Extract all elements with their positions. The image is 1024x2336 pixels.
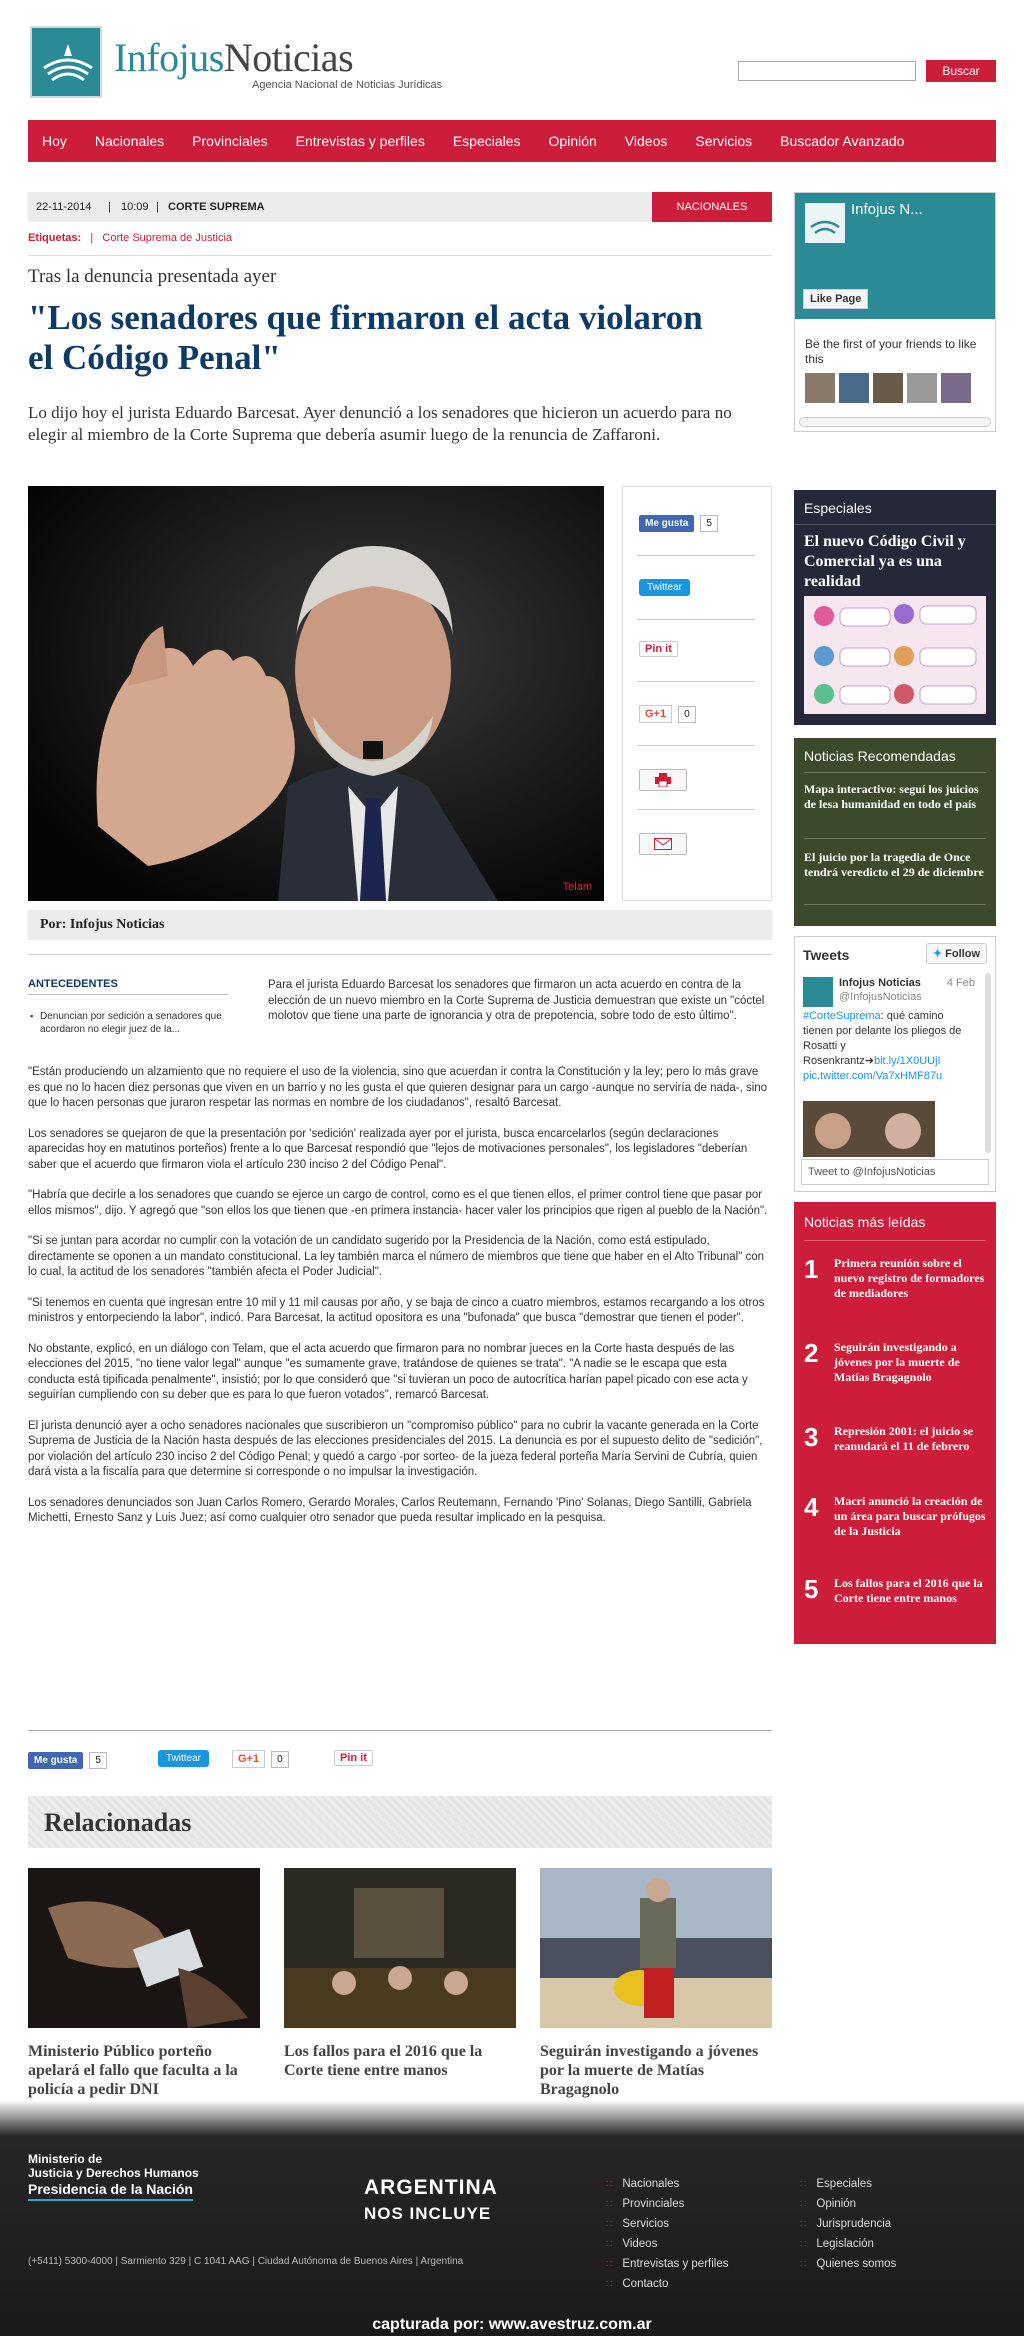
pinterest-button[interactable]: Pin it (334, 1750, 373, 1766)
article-photo (28, 486, 604, 901)
incluye-logo: NOS INCLUYE (364, 2204, 492, 2223)
related-image[interactable] (28, 1868, 260, 2028)
facebook-like-page-button[interactable]: Like Page (803, 289, 868, 309)
main-nav (28, 120, 996, 162)
nav-item-buscador[interactable]: Buscador Avanzado (780, 133, 905, 149)
tag-link[interactable]: Corte Suprema de Justicia (102, 232, 233, 244)
tweet-handle[interactable]: @InfojusNoticias (839, 991, 922, 1003)
article-meta-bar (28, 192, 772, 222)
article-intro-paragraph: Para el jurista Eduardo Barcesat los senadores que firmaron un acta acuerdo en contra de la elección de un nuevo miembro en la Corte Suprema de Justicia demuestran que existe un "cóctel molotov que tiene una parte de ignorancia y otra de prepotencia, sobre todo de esto último". (268, 979, 765, 1022)
ministry-line: Justicia y Derechos Humanos (28, 2166, 199, 2180)
article-date: 22-11-2014 (36, 201, 92, 213)
footer-link-label: Servicios (622, 2218, 670, 2230)
gplus-button[interactable]: G+1 (639, 705, 672, 723)
tweet-author[interactable]: Infojus Noticias (839, 977, 921, 989)
article-paragraph: "Habría que decirle a los senadores que cuando se ejerce un cargo de control, como es el que tienen ellos, el primer control tiene que pasar por ellos mismos", dijo. Y agregó que "son ellos los que tienen que -en primera instancia- hacer valer los principios que rigen al pueblo de la Nación". (28, 1189, 768, 1217)
bullet-icon: ∷ (606, 2279, 613, 2290)
nav-item-especiales[interactable]: Especiales (452, 133, 521, 149)
facebook-like[interactable] (639, 513, 718, 533)
bullet-icon: ∷ (800, 2259, 807, 2270)
footer-link-label: Jurisprudencia (816, 2218, 892, 2230)
bullet-icon: ∷ (800, 2179, 807, 2190)
footer-link-label: Legislación (816, 2238, 874, 2250)
twitter-bird-icon: ✦ (932, 948, 946, 960)
related-caption[interactable]: Ministerio Público porteño apelará el fallo que faculta a la policía a pedir DNI (28, 2043, 238, 2098)
follow-label: Follow (945, 948, 980, 960)
presidencia-logo[interactable]: Presidencia de la Nación (28, 2181, 193, 2201)
friend-avatar[interactable] (873, 373, 903, 403)
recomendada-item[interactable]: Mapa interactivo: seguí los juicios de lesa humanidad en todo el país (804, 782, 979, 811)
tags-label: Etiquetas: (28, 232, 82, 244)
site-title[interactable] (114, 34, 353, 81)
footer-link[interactable] (606, 2238, 657, 2250)
divider (794, 524, 996, 525)
footer-link[interactable] (800, 2238, 874, 2250)
search-button[interactable]: Buscar (926, 60, 996, 82)
especiales-illustration (804, 596, 986, 714)
article-byline: Por: Infojus Noticias (28, 910, 772, 940)
article-headline: "Los senadores que firmaron el acta violaron el Código Penal" (28, 298, 703, 377)
facebook-cover[interactable] (795, 193, 995, 319)
footer-fade (0, 2100, 1024, 2136)
page-logo-icon (805, 203, 845, 243)
section-badge[interactable]: NACIONALES (652, 192, 772, 222)
tweet-link[interactable]: bit.ly/1X0UUjI (873, 1055, 941, 1067)
facebook-page-name[interactable]: Infojus N... (851, 201, 923, 218)
site-tagline: Agencia Nacional de Noticias Jurídicas (252, 79, 443, 91)
recomendada-item[interactable]: El juicio por la tragedia de Once tendrá veredicto el 29 de diciembre (804, 850, 984, 879)
brand-main: Infojus (114, 35, 224, 80)
article-kicker: Tras la denuncia presentada ayer (28, 266, 277, 287)
tweets-title: Tweets (803, 947, 850, 963)
search-input[interactable] (738, 61, 916, 81)
footer-link-label: Nacionales (622, 2178, 680, 2190)
meta-separator: | (156, 201, 159, 213)
friend-avatar[interactable] (839, 373, 869, 403)
print-button[interactable] (639, 769, 687, 791)
bullet-icon: ∷ (606, 2259, 613, 2270)
divider (637, 809, 755, 810)
bullet-icon: ∷ (606, 2199, 613, 2210)
friend-avatar[interactable] (907, 373, 937, 403)
horizontal-scrollbar[interactable] (799, 417, 991, 427)
tweets-widget (794, 936, 996, 1192)
bullet-icon: ∷ (800, 2199, 807, 2210)
mas-leidas-item[interactable] (804, 1254, 990, 1318)
facebook-like[interactable] (28, 1750, 107, 1770)
mas-leidas-title: Noticias más leídas (804, 1214, 926, 1230)
article-section: CORTE SUPREMA (168, 201, 265, 213)
recomendadas-box (794, 738, 996, 926)
divider (804, 1240, 986, 1241)
twitter-button[interactable]: Twittear (639, 579, 690, 596)
pinterest-button[interactable]: Pin it (639, 641, 678, 657)
mas-leidas-link[interactable]: Macri anunció la creación de un área para buscar prófugos de la Justicia (834, 1494, 986, 1538)
bullet-icon: ∷ (606, 2219, 613, 2230)
tweet-body: : qué camino tienen por delante los pliegos de Rosatti y Rosenkrantz➜ (803, 1010, 962, 1067)
footer-link[interactable] (606, 2198, 684, 2210)
tweet-pic-link[interactable]: pic.twitter.com/Va7xHMF87u (803, 1070, 943, 1082)
tweet-avatar[interactable] (803, 977, 833, 1007)
footer-link-label: Entrevistas y perfiles (622, 2258, 729, 2270)
envelope-icon (654, 838, 672, 850)
article-paragraph: Los senadores denunciados son Juan Carlos Romero, Gerardo Morales, Carlos Reutemann, Fernando 'Pino' Solanas, Diego Santilli, Gabriela Michetti, Ernesto Sanz y Luis Juez; así como cualquier otro senador que pueda resultar implicado en la pesquisa. (28, 1496, 752, 1524)
especiales-title: Especiales (804, 500, 872, 516)
footer-link[interactable] (606, 2218, 669, 2230)
related-header (28, 1796, 772, 1848)
nav-item-provinciales[interactable]: Provinciales (192, 133, 268, 149)
mas-leidas-link[interactable]: Primera reunión sobre el nuevo registro de formadores de mediadores (834, 1256, 985, 1300)
gplus-count: 0 (271, 1751, 289, 1768)
article-paragraph: El jurista denunció ayer a ocho senadores nacionales que suscribieron un "compromiso público" para no cubrir la vacante generada en la Corte Suprema de Justicia de la Nación hasta después de las elecciones presidenciales del 2015. La denuncia es por el supuesto delito de "sedición", por violación del artículo 230 inciso 2 del Código Penal; y quedó a cargo -por sorteo- de la jueza federal porteña María Servini de Cubría, quien dará vista a la fiscalía para que determine si corresponde o no impulsar la investigación. (28, 1419, 763, 1478)
tweet-to-button[interactable]: Tweet to @InfojusNoticias (801, 1159, 989, 1185)
related-image-art (284, 1868, 516, 2028)
related-image[interactable] (284, 1868, 516, 2028)
related-title: Relacionadas (44, 1808, 192, 1837)
mas-leidas-link[interactable]: Represión 2001: el juicio se reanudará el 11 de febrero (834, 1424, 974, 1453)
footer-link[interactable] (800, 2178, 872, 2190)
related-card[interactable] (540, 1868, 772, 2099)
related-caption[interactable]: Los fallos para el 2016 que la Corte tiene entre manos (284, 2043, 483, 2079)
facebook-like-button[interactable]: Me gusta (28, 1752, 83, 1769)
footer-link[interactable] (800, 2258, 896, 2270)
print-icon (655, 773, 671, 787)
gplus-share[interactable] (232, 1750, 289, 1768)
divider (28, 1730, 772, 1731)
mas-leidas-item[interactable] (804, 1422, 990, 1486)
article-paragraph: "Si se juntan para acordar no cumplir con la votación de un candidato sugerido por la Presidencia de la Nación, como está estipulado, directamente se oponen a un mandato constitucional. La ley también marca el número de miembros que tiene que haber en el Alto Tribunal" con lo cual, la actitud de los senadores "también afecta el Poder Judicial". (28, 1235, 765, 1278)
especiales-headline[interactable]: El nuevo Código Civil y Comercial ya es una realidad (804, 533, 966, 590)
footer-link-label: Provinciales (622, 2198, 685, 2210)
like-count: 5 (700, 515, 718, 532)
especiales-image[interactable] (804, 596, 986, 714)
nav-item-videos[interactable]: Videos (624, 133, 668, 149)
site-logo[interactable] (30, 26, 102, 98)
related-image-art (28, 1868, 260, 2028)
footer-link[interactable] (606, 2278, 668, 2290)
bullet-icon: ∷ (800, 2219, 807, 2230)
book-logo-icon (40, 38, 96, 88)
bullet-icon: ∷ (606, 2179, 613, 2190)
gplus-count: 0 (678, 706, 696, 723)
bottom-share-bar (28, 1750, 772, 1772)
related-image-art (540, 1868, 772, 2028)
nav-item-hoy[interactable]: Hoy (42, 133, 67, 149)
argentina-logo: ARGENTINA (364, 2176, 498, 2199)
vertical-scrollbar[interactable] (985, 973, 991, 1153)
article-paragraph: Los senadores se quejaron de que la presentación por 'sedición' realizada ayer por el jurista, busca encarcelarlos (según declaraciones aparecidas hoy en matutinos porteños) frente a lo que Barcesat respondió que "lejos de motivaciones personales", los legisladores "deberían saber que el acuerdo que firmaron viola el artículo 230 inciso 2 del Código Penal". (28, 1127, 748, 1171)
bullet-icon: ∷ (606, 2239, 613, 2250)
facebook-faces (805, 373, 971, 403)
antecedentes-title: ANTECEDENTES (28, 978, 118, 990)
rank-number: 1 (804, 1254, 819, 1284)
email-button[interactable] (639, 833, 687, 855)
footer-contact: (+5411) 5300-4000 | Sarmiento 329 | C 1041 AAG | Ciudad Autónoma de Buenos Aires | Argentina (28, 2256, 464, 2267)
divider (637, 555, 755, 556)
bullet-icon: ∷ (800, 2239, 807, 2250)
rank-number: 5 (804, 1574, 819, 1604)
mas-leidas-link[interactable]: Los fallos para el 2016 que la Corte tiene entre manos (834, 1576, 983, 1605)
tweet-photo-art (803, 1101, 935, 1157)
footer-link[interactable] (800, 2218, 891, 2230)
article-paragraph: "Están produciendo un alzamiento que no requiere el uso de la violencia, sino que acuerdan ir contra la Constitución y la ley; pero lo más grave es que no lo hacen diez personas que viven en un barrio y no les gusta el que quieren designar para un cargo -aunque no serviría de nada-, sino que lo hacen personas que juraron respetar las normas en nombre de los ciudadanos", resaltó Barcesat. (28, 1066, 768, 1109)
mas-leidas-item[interactable] (804, 1338, 990, 1402)
antecedentes-link[interactable]: ▪ Denuncian por sedición a senadores que acordaron no elegir juez de la... (28, 1010, 238, 1036)
meta-separator: | (108, 201, 111, 213)
tweet-photo[interactable] (803, 1101, 935, 1157)
capture-credit: capturada por: www.avestruz.com.ar (372, 2316, 652, 2333)
nav-item-servicios[interactable]: Servicios (695, 133, 753, 149)
facebook-like-button[interactable]: Me gusta (639, 515, 694, 532)
mas-leidas-link[interactable]: Seguirán investigando a jóvenes por la muerte de Matías Bragagnolo (834, 1340, 960, 1384)
divider (28, 954, 772, 955)
tweet-hashtag[interactable]: #CorteSuprema (803, 1010, 881, 1022)
gplus-button[interactable]: G+1 (232, 1750, 265, 1768)
nav-item-nacionales[interactable]: Nacionales (94, 133, 165, 149)
tweet-text (803, 1009, 973, 1084)
footer-link-label: Opinión (816, 2198, 857, 2210)
divider (28, 255, 772, 256)
share-box (622, 486, 772, 901)
article-body (28, 1065, 772, 1542)
rank-number: 3 (804, 1422, 819, 1452)
footer-link[interactable] (606, 2178, 679, 2190)
site-header (0, 0, 1024, 118)
footer-link[interactable] (606, 2258, 728, 2270)
divider (804, 838, 986, 839)
like-count: 5 (89, 1752, 107, 1769)
footer-link-label: Especiales (816, 2178, 872, 2190)
related-card[interactable] (284, 1868, 516, 2080)
especiales-box (794, 490, 996, 725)
divider (637, 619, 755, 620)
nav-item-opinion[interactable]: Opinión (548, 133, 597, 149)
divider (804, 904, 986, 905)
follow-button[interactable] (926, 943, 987, 964)
article-time: 10:09 (121, 201, 149, 213)
footer-link-label: Contacto (622, 2278, 669, 2290)
twitter-button[interactable]: Twittear (158, 1750, 209, 1767)
recomendadas-title: Noticias Recomendadas (804, 748, 956, 764)
rank-number: 2 (804, 1338, 819, 1368)
related-caption[interactable]: Seguirán investigando a jóvenes por la muerte de Matías Bragagnolo (540, 2043, 759, 2098)
photo-credit: Telam (562, 881, 592, 893)
brand-second: Noticias (223, 35, 354, 80)
ministry-name[interactable] (28, 2152, 199, 2180)
rank-number: 4 (804, 1492, 819, 1522)
facebook-page-widget (794, 192, 996, 432)
footer-link[interactable] (800, 2198, 856, 2210)
tags-row (28, 232, 232, 244)
facebook-friends-text: Be the first of your friends to like this (805, 337, 977, 366)
divider (28, 994, 228, 995)
mas-leidas-box (794, 1202, 996, 1644)
tags-separator: | (90, 232, 94, 244)
related-image[interactable] (540, 1868, 772, 2028)
article-paragraph: No obstante, explicó, en un diálogo con Telam, que el acta acuerdo que firmaron para no nombrar jueces en la Corte hasta después de las elecciones del 2015, "no tiene valor legal" aunque "es sumamente grave, tratándose de quienes se trata". "A nadie se le escapa que esta conducta está tipificada penalmente", insistió; por lo que consideró que "si tuvieran un poco de autocrítica harían papel picado con ese acta y seguirían cumpliendo con su deber que es para lo que fueron votados", remarcó Barcesat. (28, 1342, 748, 1401)
friend-avatar[interactable] (805, 373, 835, 403)
ministry-line: Ministerio de (28, 2152, 103, 2166)
related-card[interactable] (28, 1868, 260, 2099)
divider (804, 772, 986, 773)
divider (637, 681, 755, 682)
article-lead: Lo dijo hoy el jurista Eduardo Barcesat. Ayer denunció a los senadores que hicieron un acuerdo para no elegir al miembro de la Corte Suprema que debería asumir luego de la renuncia de Zaffaroni. (28, 403, 732, 444)
footer-link-label: Videos (622, 2238, 658, 2250)
footer-link-label: Quienes somos (816, 2258, 897, 2270)
portrait-illustration (28, 486, 604, 901)
divider (637, 745, 755, 746)
nav-item-entrevistas[interactable]: Entrevistas y perfiles (295, 133, 425, 149)
friend-avatar[interactable] (941, 373, 971, 403)
mas-leidas-item[interactable] (804, 1574, 990, 1638)
tweet-date[interactable]: 4 Feb (946, 977, 975, 989)
mas-leidas-item[interactable] (804, 1492, 990, 1556)
article-paragraph: "Si tenemos en cuenta que ingresan entre 10 mil y 11 mil causas por año, y se baja de cinco a cuatro miembros, estamos recargando a los otros ministros y entorpeciendo la labor", indicó. Para Barcesat, la actitud opositora es una "bufonada" que busca "demostrar que tienen el poder". (28, 1296, 765, 1324)
gplus-share[interactable] (639, 705, 696, 723)
